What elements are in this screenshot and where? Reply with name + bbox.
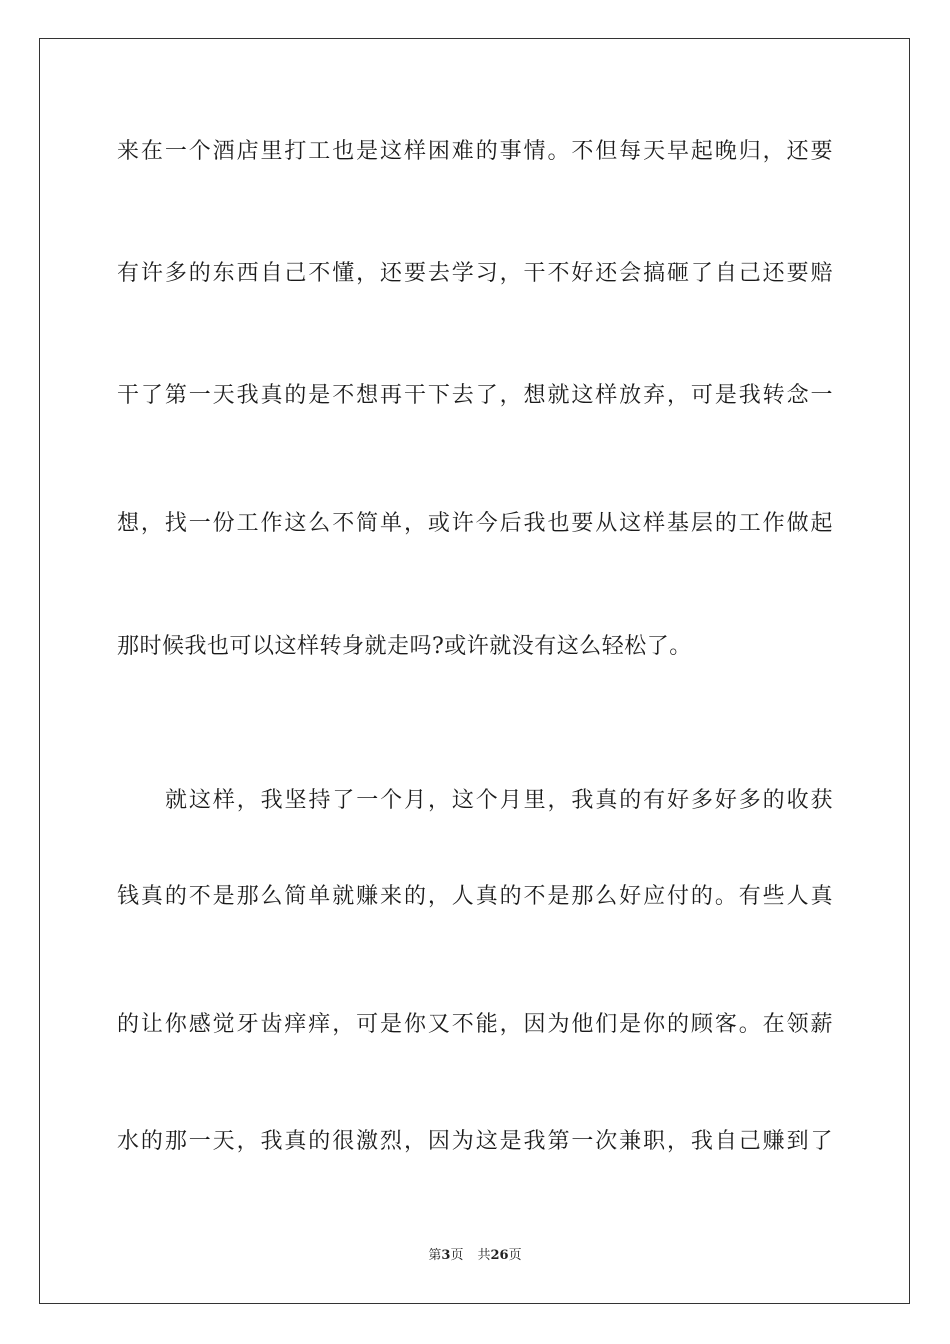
body-text-line: 来在一个酒店里打工也是这样困难的事情。不但每天早起晚归，还要 [117,139,833,164]
body-text-line: 想，找一份工作这么不简单，或许今后我也要从这样基层的工作做起 [117,511,833,536]
page-footer [0,1247,950,1265]
body-text-line: 的让你感觉牙齿痒痒，可是你又不能，因为他们是你的顾客。在领薪 [117,1012,833,1037]
total-pages: 26 [490,1248,509,1263]
body-text-line: 那时候我也可以这样转身就走吗?或许就没有这么轻松了。 [117,634,692,659]
page-suffix: 页 [450,1248,464,1263]
body-text-line: 就这样，我坚持了一个月，这个月里，我真的有好多好多的收获 [165,788,833,813]
total-suffix: 页 [508,1248,522,1263]
page-number: 3 [441,1248,451,1263]
body-text-line: 钱真的不是那么简单就赚来的，人真的不是那么好应付的。有些人真 [117,884,833,909]
body-text-line: 水的那一天，我真的很激烈，因为这是我第一次兼职，我自己赚到了 [117,1129,833,1154]
body-text-line: 有许多的东西自己不懂，还要去学习，干不好还会搞砸了自己还要赔 [117,261,833,286]
total-prefix: 共 [477,1248,491,1263]
page-border [39,38,910,1304]
page-prefix: 第 [428,1248,442,1263]
body-text-line: 干了第一天我真的是不想再干下去了，想就这样放弃，可是我转念一 [117,383,833,408]
